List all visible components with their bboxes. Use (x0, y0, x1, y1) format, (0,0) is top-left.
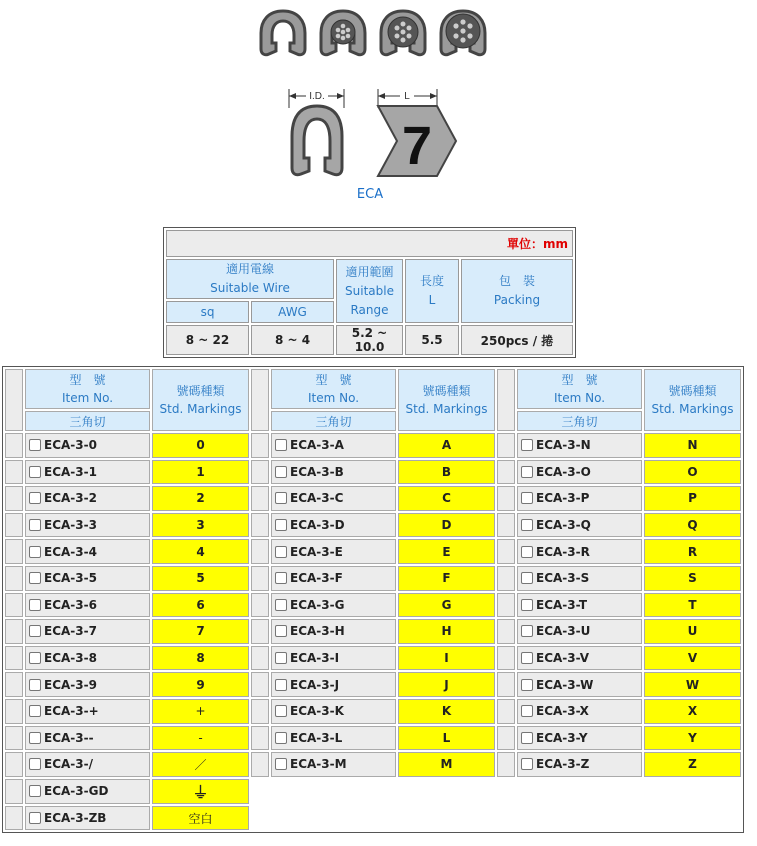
length-value: 5.5 (405, 325, 459, 355)
medium-bundle-marker-icon (376, 7, 430, 61)
marking-cell: J (398, 672, 495, 697)
awg-value: 8 ~ 4 (251, 325, 334, 355)
table-row (5, 806, 741, 831)
item-no-header (517, 369, 642, 409)
marking-cell: P (644, 486, 741, 511)
small-bundle-marker-icon (316, 7, 370, 61)
item-cell (271, 460, 396, 485)
item-cell (517, 486, 642, 511)
marking-cell: W (644, 672, 741, 697)
row-gutter (497, 646, 515, 671)
marking-cell: ⏚ (152, 779, 249, 804)
item-table (2, 366, 744, 833)
id-dimension-label: I.D. (309, 91, 325, 102)
select-checkbox[interactable] (521, 492, 533, 504)
select-checkbox[interactable] (275, 466, 287, 478)
marking-cell: 6 (152, 593, 249, 618)
table-row (5, 726, 741, 751)
table-row (5, 513, 741, 538)
sq-value: 8 ~ 22 (166, 325, 249, 355)
select-checkbox[interactable] (275, 679, 287, 691)
item-number: ECA-3-G (290, 597, 345, 612)
marking-cell: K (398, 699, 495, 724)
empty-cell (644, 779, 741, 804)
select-checkbox[interactable] (521, 758, 533, 770)
item-number: ECA-3-/ (44, 757, 93, 772)
item-cell (25, 566, 150, 591)
marking-cell: L (398, 726, 495, 751)
marking-cell: 1 (152, 460, 249, 485)
row-gutter (251, 619, 269, 644)
table-row (5, 619, 741, 644)
spec-table (163, 227, 576, 358)
marking-cell: 3 (152, 513, 249, 538)
marking-cell: - (152, 726, 249, 751)
row-gutter (5, 699, 23, 724)
item-number: ECA-3-B (290, 464, 344, 479)
row-gutter (5, 539, 23, 564)
select-checkbox[interactable] (29, 652, 41, 664)
item-cell (25, 619, 150, 644)
empty-cell (644, 806, 741, 831)
item-cell (271, 752, 396, 777)
item-number: ECA-3-7 (44, 624, 97, 639)
item-cell (517, 513, 642, 538)
item-no-header (25, 369, 150, 409)
item-cell (517, 646, 642, 671)
marking-cell: T (644, 593, 741, 618)
item-cell (271, 619, 396, 644)
item-cell (271, 646, 396, 671)
item-no-en: Item No. (307, 391, 360, 405)
length-zh: 長度 (419, 274, 444, 288)
select-checkbox[interactable] (29, 812, 41, 824)
item-cell (517, 460, 642, 485)
select-checkbox[interactable] (29, 572, 41, 584)
row-gutter (251, 726, 269, 751)
select-checkbox[interactable] (521, 679, 533, 691)
item-cell (517, 539, 642, 564)
empty-cell (398, 779, 495, 804)
packing-header (461, 259, 573, 323)
item-number: ECA-3-4 (44, 544, 97, 559)
item-cell (271, 486, 396, 511)
marking-cell: R (644, 539, 741, 564)
select-checkbox[interactable] (275, 599, 287, 611)
select-checkbox[interactable] (29, 705, 41, 717)
marking-cell: ／ (152, 752, 249, 777)
row-gutter (497, 486, 515, 511)
item-number: ECA-3-Q (536, 518, 591, 533)
row-gutter (5, 672, 23, 697)
marker-digit: 7 (401, 116, 433, 176)
markings-en: Std. Markings (159, 402, 242, 416)
item-number: ECA-3-2 (44, 491, 97, 506)
marking-cell: D (398, 513, 495, 538)
select-checkbox[interactable] (521, 625, 533, 637)
row-gutter (497, 699, 515, 724)
select-checkbox[interactable] (275, 519, 287, 531)
suitable-wire-zh: 適用電線 (225, 262, 274, 276)
item-cell (25, 672, 150, 697)
item-number: ECA-3-E (290, 544, 343, 559)
select-checkbox[interactable] (521, 439, 533, 451)
unit-label: 單位：mm (166, 230, 573, 257)
item-cell (25, 460, 150, 485)
row-gutter (251, 752, 269, 777)
marking-cell: M (398, 752, 495, 777)
select-checkbox[interactable] (29, 785, 41, 797)
item-cell (517, 593, 642, 618)
row-gutter (251, 593, 269, 618)
row-gutter (497, 513, 515, 538)
select-checkbox[interactable] (29, 599, 41, 611)
select-checkbox[interactable] (521, 466, 533, 478)
select-checkbox[interactable] (275, 652, 287, 664)
item-number: ECA-3-J (290, 677, 340, 692)
item-number: ECA-3-U (536, 624, 591, 639)
row-gutter (5, 593, 23, 618)
row-gutter (497, 593, 515, 618)
item-number: ECA-3-9 (44, 677, 97, 692)
item-cell (271, 539, 396, 564)
row-gutter (5, 433, 23, 458)
row-gutter (5, 779, 23, 804)
item-cell (271, 566, 396, 591)
packing-value: 250pcs / 捲 (461, 325, 573, 355)
std-markings-header (398, 369, 495, 431)
triangle-cut-header: 三角切 (517, 411, 642, 431)
table-row (5, 593, 741, 618)
item-number: ECA-3-S (536, 571, 590, 586)
select-checkbox[interactable] (521, 705, 533, 717)
marking-cell: 8 (152, 646, 249, 671)
table-row (5, 539, 741, 564)
table-row (5, 699, 741, 724)
item-cell (517, 726, 642, 751)
row-gutter (497, 752, 515, 777)
awg-header: AWG (251, 301, 334, 323)
table-row (5, 486, 741, 511)
item-number: ECA-3-F (290, 571, 343, 586)
item-number: ECA-3-1 (44, 464, 97, 479)
marking-cell: 空白 (152, 806, 249, 831)
row-gutter (5, 726, 23, 751)
marking-cell: + (152, 699, 249, 724)
item-cell (25, 726, 150, 751)
select-checkbox[interactable] (275, 439, 287, 451)
item-number: ECA-3-+ (44, 704, 99, 719)
length-en: L (428, 293, 436, 307)
marking-cell: G (398, 593, 495, 618)
empty-marker-icon (256, 7, 310, 61)
suitable-range-header (336, 259, 403, 323)
row-gutter (251, 672, 269, 697)
row-gutter (251, 513, 269, 538)
range-en-1: Suitable (345, 283, 394, 298)
item-cell (25, 433, 150, 458)
empty-cell (271, 779, 396, 804)
markings-en: Std. Markings (651, 402, 734, 416)
table-row (5, 433, 741, 458)
item-number: ECA-3-W (536, 677, 594, 692)
select-checkbox[interactable] (275, 732, 287, 744)
type-zh: 型 號 (561, 373, 598, 387)
item-number: ECA-3-O (536, 464, 591, 479)
range-en-2: Range (350, 302, 389, 317)
type-zh: 型 號 (315, 373, 352, 387)
item-number: ECA-3-6 (44, 597, 97, 612)
product-code-label: ECA (356, 187, 384, 202)
select-checkbox[interactable] (29, 732, 41, 744)
marking-cell: Y (644, 726, 741, 751)
select-checkbox[interactable] (521, 652, 533, 664)
item-cell (25, 779, 150, 804)
row-gutter (251, 699, 269, 724)
row-gutter (251, 566, 269, 591)
marking-cell: S (644, 566, 741, 591)
empty-cell (497, 806, 515, 831)
item-cell (25, 699, 150, 724)
row-gutter (251, 646, 269, 671)
item-number: ECA-3-M (290, 757, 347, 772)
length-header (405, 259, 459, 323)
markings-zh: 號碼種類 (422, 384, 471, 398)
select-checkbox[interactable] (521, 599, 533, 611)
empty-cell (251, 806, 269, 831)
item-cell (271, 699, 396, 724)
empty-cell (398, 806, 495, 831)
row-gutter (251, 539, 269, 564)
select-checkbox[interactable] (29, 519, 41, 531)
item-no-en: Item No. (61, 391, 114, 405)
row-gutter (497, 566, 515, 591)
marking-cell: F (398, 566, 495, 591)
row-gutter (497, 539, 515, 564)
item-cell (25, 513, 150, 538)
std-markings-header (644, 369, 741, 431)
packing-en: Packing (493, 293, 541, 307)
marking-cell: X (644, 699, 741, 724)
dimension-diagram (284, 86, 464, 186)
item-number: ECA-3-A (290, 438, 344, 453)
marking-cell: 9 (152, 672, 249, 697)
item-cell (271, 513, 396, 538)
row-gutter (251, 486, 269, 511)
suitable-wire-en: Suitable Wire (210, 281, 290, 295)
table-row (5, 752, 741, 777)
marking-cell: Z (644, 752, 741, 777)
marking-cell: 2 (152, 486, 249, 511)
item-number: ECA-3-GD (44, 784, 109, 799)
item-cell (25, 646, 150, 671)
select-checkbox[interactable] (29, 679, 41, 691)
item-number: ECA-3-8 (44, 651, 97, 666)
select-checkbox[interactable] (275, 572, 287, 584)
row-gutter (497, 726, 515, 751)
item-number: ECA-3-5 (44, 571, 97, 586)
range-value: 5.2 ~ 10.0 (336, 325, 403, 355)
empty-cell (517, 779, 642, 804)
item-cell (25, 486, 150, 511)
item-cell (517, 566, 642, 591)
marking-cell: E (398, 539, 495, 564)
sq-header: sq (166, 301, 249, 323)
std-markings-header (152, 369, 249, 431)
item-number: ECA-3-K (290, 704, 344, 719)
select-checkbox[interactable] (275, 492, 287, 504)
item-number: ECA-3-P (536, 491, 590, 506)
item-cell (271, 593, 396, 618)
select-checkbox[interactable] (29, 758, 41, 770)
item-number: ECA-3-L (290, 730, 343, 745)
marking-cell: I (398, 646, 495, 671)
item-number: ECA-3-R (536, 544, 590, 559)
marking-cell: 0 (152, 433, 249, 458)
marking-cell: B (398, 460, 495, 485)
marking-cell: 5 (152, 566, 249, 591)
select-checkbox[interactable] (29, 625, 41, 637)
item-number: ECA-3-Z (536, 757, 590, 772)
triangle-cut-header: 三角切 (25, 411, 150, 431)
row-gutter (5, 806, 23, 831)
marking-cell: N (644, 433, 741, 458)
row-gutter (497, 460, 515, 485)
item-no-header (271, 369, 396, 409)
marking-cell: Q (644, 513, 741, 538)
packing-zh: 包 裝 (498, 274, 535, 288)
item-cell (517, 699, 642, 724)
empty-cell (251, 779, 269, 804)
item-number: ECA-3-C (290, 491, 344, 506)
item-cell (25, 806, 150, 831)
markings-zh: 號碼種類 (668, 384, 717, 398)
empty-cell (497, 779, 515, 804)
item-number: ECA-3-ZB (44, 811, 107, 826)
marker-profile-icons (256, 7, 496, 61)
item-number: ECA-3-V (536, 651, 590, 666)
row-gutter (5, 369, 23, 431)
range-zh: 適用範圍 (345, 264, 394, 279)
select-checkbox[interactable] (521, 519, 533, 531)
row-gutter (5, 486, 23, 511)
table-row (5, 646, 741, 671)
row-gutter (251, 460, 269, 485)
select-checkbox[interactable] (275, 546, 287, 558)
item-number: ECA-3-N (536, 438, 591, 453)
item-number: ECA-3-D (290, 518, 345, 533)
marking-cell: H (398, 619, 495, 644)
table-row (5, 460, 741, 485)
row-gutter (497, 433, 515, 458)
empty-cell (517, 806, 642, 831)
item-cell (271, 433, 396, 458)
item-number: ECA-3-0 (44, 438, 97, 453)
row-gutter (5, 460, 23, 485)
select-checkbox[interactable] (29, 466, 41, 478)
select-checkbox[interactable] (29, 546, 41, 558)
markings-zh: 號碼種類 (176, 384, 225, 398)
row-gutter (5, 566, 23, 591)
item-cell (271, 726, 396, 751)
marking-cell: A (398, 433, 495, 458)
item-number: ECA-3-Y (536, 730, 588, 745)
empty-cell (271, 806, 396, 831)
row-gutter (251, 433, 269, 458)
row-gutter (497, 619, 515, 644)
item-cell (25, 539, 150, 564)
marking-cell: 7 (152, 619, 249, 644)
item-number: ECA-3-I (290, 651, 340, 666)
table-row (5, 566, 741, 591)
row-gutter (5, 646, 23, 671)
item-cell (517, 433, 642, 458)
item-cell (25, 593, 150, 618)
select-checkbox[interactable] (521, 546, 533, 558)
item-cell (271, 672, 396, 697)
select-checkbox[interactable] (275, 758, 287, 770)
select-checkbox[interactable] (275, 705, 287, 717)
marking-cell: C (398, 486, 495, 511)
select-checkbox[interactable] (29, 439, 41, 451)
select-checkbox[interactable] (29, 492, 41, 504)
row-gutter (5, 752, 23, 777)
suitable-wire-header (166, 259, 334, 299)
select-checkbox[interactable] (521, 732, 533, 744)
item-cell (517, 672, 642, 697)
row-gutter (251, 369, 269, 431)
marking-cell: V (644, 646, 741, 671)
item-cell (517, 619, 642, 644)
select-checkbox[interactable] (275, 625, 287, 637)
triangle-cut-header: 三角切 (271, 411, 396, 431)
markings-en: Std. Markings (405, 402, 488, 416)
row-gutter (5, 513, 23, 538)
marking-cell: 4 (152, 539, 249, 564)
item-cell (517, 752, 642, 777)
item-number: ECA-3-3 (44, 518, 97, 533)
table-row (5, 672, 741, 697)
item-number: ECA-3-T (536, 597, 588, 612)
type-zh: 型 號 (69, 373, 106, 387)
item-number: ECA-3-X (536, 704, 589, 719)
item-cell (25, 752, 150, 777)
row-gutter (497, 369, 515, 431)
item-no-en: Item No. (553, 391, 606, 405)
l-dimension-label: L (404, 91, 410, 102)
select-checkbox[interactable] (521, 572, 533, 584)
marking-cell: O (644, 460, 741, 485)
row-gutter (497, 672, 515, 697)
large-bundle-marker-icon (436, 7, 490, 61)
table-row (5, 779, 741, 804)
item-number: ECA-3-H (290, 624, 345, 639)
marking-cell: U (644, 619, 741, 644)
row-gutter (5, 619, 23, 644)
item-number: ECA-3-- (44, 730, 94, 745)
